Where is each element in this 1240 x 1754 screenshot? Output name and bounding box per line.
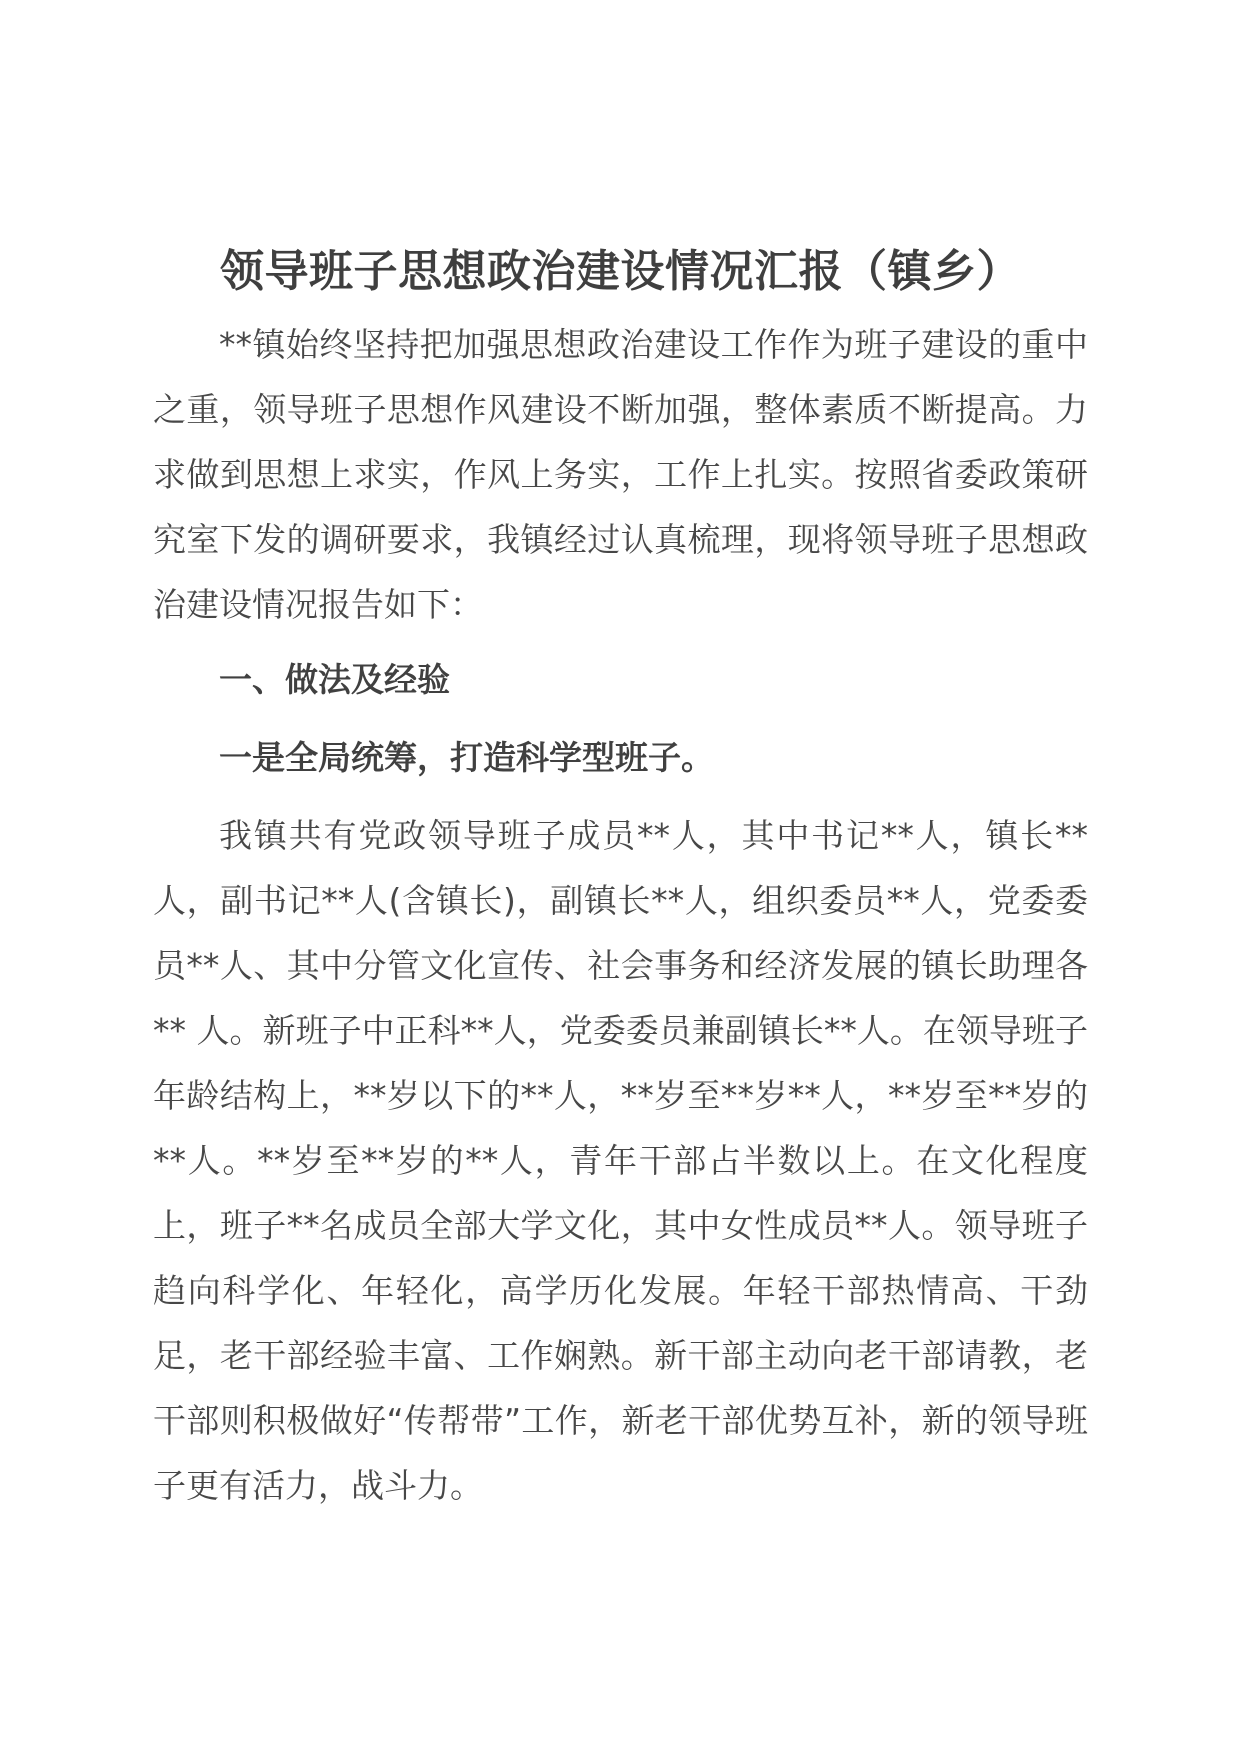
body-paragraph: 我镇共有党政领导班子成员**人，其中书记**人，镇长**人，副书记**人(含镇长)，副镇长**人，组织委员**人，党委委员**人、其中分管文化宣传、社会事务和经济发展的镇长助理各** 人。新班子中正科**人，党委委员兼副镇长**人。在领导班子年龄结构上，**岁以下的**人，**岁至**岁**人，**岁至**岁的**人。**岁至**岁的**人，青年干部占半数以上。在文化程度上，班子**名成员全部大学文化，其中女性成员**人。领导班子趋向科学化、年轻化，高学历化发展。年轻干部热情高、干劲足，老干部经验丰富、工作娴熟。新干部主动向老干部请教，老干部则积极做好“传帮带”工作，新老干部优势互补，新的领导班子更有活力，战斗力。	[153, 816, 1088, 1505]
document-title: 领导班子思想政治建设情况汇报（镇乡）	[220, 246, 1021, 297]
subsection-heading: 一是全局统筹，打造科学型班子。	[219, 738, 714, 777]
intro-paragraph: **镇始终坚持把加强思想政治建设工作作为班子建设的重中之重，领导班子思想作风建设不断加强，整体素质不断提高。力求做到思想上求实，作风上务实，工作上扎实。按照省委政策研究室下发的调研要求，我镇经过认真梳理，现将领导班子思想政治建设情况报告如下：	[153, 325, 1088, 624]
section-heading: 一、做法及经验	[219, 660, 450, 699]
document-body	[153, 232, 1088, 1518]
